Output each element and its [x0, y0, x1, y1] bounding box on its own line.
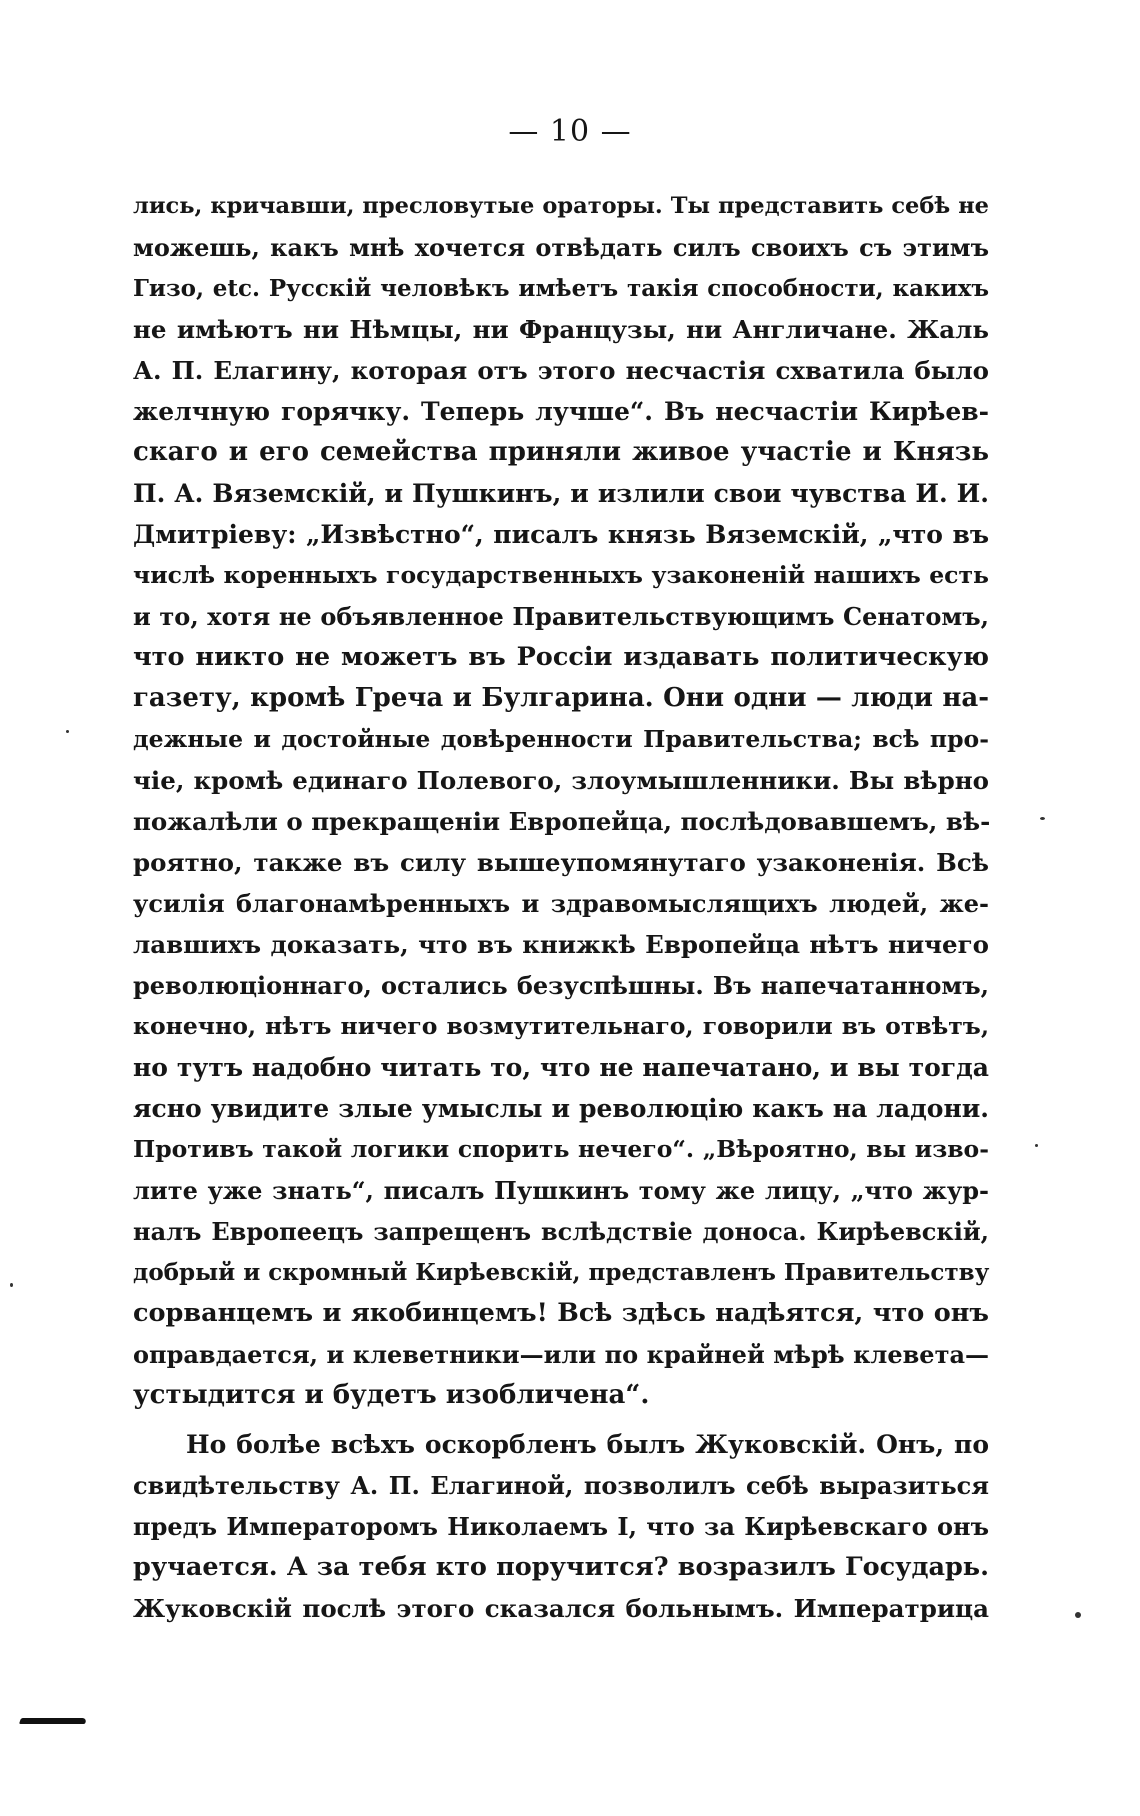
- page-number: — 10 —: [508, 114, 632, 149]
- text-line: что никто не можетъ въ Россіи издавать политическую: [133, 642, 989, 672]
- text-line: Жуковскій послѣ этого сказался больнымъ. Императрица: [133, 1594, 989, 1623]
- text-line: желчную горячку. Теперь лучше“. Въ несчастіи Кирѣев-: [133, 397, 989, 426]
- text-line: революціоннаго, остались безуспѣшны. Въ напечатанномъ,: [133, 971, 989, 1000]
- scan-edge-mark: [19, 1718, 87, 1724]
- text-line: лись, кричавши, пресловутые ораторы. Ты представить себѣ не: [133, 193, 989, 219]
- text-line: можешь, какъ мнѣ хочется отвѣдать силъ своихъ съ этимъ: [133, 233, 989, 262]
- text-line: пожалѣли о прекращеніи Европейца, послѣдовавшемъ, вѣ-: [133, 807, 991, 836]
- text-line: предъ Императоромъ Николаемъ I, что за Кирѣевскаго онъ: [133, 1512, 989, 1541]
- text-line: сорванцемъ и якобинцемъ! Всѣ здѣсь надѣятся, что онъ: [133, 1298, 989, 1328]
- text-line: свидѣтельству А. П. Елагиной, позволилъ себѣ выразиться: [133, 1471, 989, 1500]
- scan-speck: [1040, 817, 1045, 820]
- text-line: усилія благонамѣренныхъ и здравомыслящихъ людей, же-: [133, 889, 989, 918]
- text-line: чіе, кромѣ единаго Полевого, злоумышленники. Вы вѣрно: [133, 766, 989, 795]
- text-line: но тутъ надобно читать то, что не напечатано, и вы тогда: [133, 1053, 989, 1082]
- text-line: лавшихъ доказать, что въ книжкѣ Европейца нѣтъ ничего: [133, 930, 989, 959]
- text-line: устыдится и будетъ изобличена“.: [133, 1380, 650, 1410]
- scan-speck: [10, 1283, 13, 1287]
- text-line: и то, хотя не объявленное Правительствующимъ Сенатомъ,: [133, 602, 989, 631]
- text-line: П. А. Вяземскій, и Пушкинъ, и излили свои чувства И. И.: [133, 479, 989, 508]
- text-line: конечно, нѣтъ ничего возмутительнаго, говорили въ отвѣтъ,: [133, 1012, 989, 1040]
- paragraph-2: [133, 1424, 989, 1629]
- paragraph-gap: [133, 1416, 989, 1424]
- text-line: лите уже знать“, писалъ Пушкинъ тому же лицу, „что жур-: [133, 1176, 989, 1205]
- text-line: не имѣютъ ни Нѣмцы, ни Французы, ни Англичане. Жаль: [133, 315, 989, 344]
- scan-speck: [1075, 1612, 1081, 1618]
- text-line: А. П. Елагину, которая отъ этого несчастія схватила было: [133, 356, 989, 385]
- text-line: налъ Европеецъ запрещенъ вслѣдствіе доноса. Кирѣевскій,: [133, 1217, 989, 1246]
- text-line: Противъ такой логики спорить нечего“. „Вѣроятно, вы изво-: [133, 1135, 989, 1163]
- text-line: скаго и его семейства приняли живое участіе и Князь: [133, 437, 989, 467]
- paragraph-1: [133, 186, 989, 1416]
- text-line: оправдается, и клеветники—или по крайней мѣрѣ клевета—: [133, 1340, 989, 1369]
- scan-speck: [66, 730, 69, 733]
- scan-speck: [1035, 1144, 1038, 1147]
- text-line: ручается. А за тебя кто поручится? возразилъ Государь.: [133, 1552, 989, 1582]
- text-line: добрый и скромный Кирѣевскій, представленъ Правительству: [133, 1259, 990, 1286]
- text-line: Но болѣе всѣхъ оскорбленъ былъ Жуковскій. Онъ, по: [186, 1430, 989, 1459]
- text-line: дежные и достойные довѣренности Правительства; всѣ про-: [133, 725, 989, 753]
- text-line: газету, кромѣ Греча и Булгарина. Они одни — люди на-: [133, 683, 989, 713]
- body-text: [133, 186, 989, 1629]
- text-line: числѣ коренныхъ государственныхъ узаконеній нашихъ есть: [133, 561, 989, 589]
- text-line: ясно увидите злые умыслы и революцію какъ на ладони.: [133, 1094, 989, 1123]
- text-line: Гизо, etc. Русскій человѣкъ имѣетъ такія способности, какихъ: [133, 275, 989, 302]
- text-line: роятно, также въ силу вышеупомянутаго узаконенія. Всѣ: [133, 848, 989, 877]
- text-line: Дмитріеву: „Извѣстно“, писалъ князь Вяземскій, „что въ: [133, 520, 989, 549]
